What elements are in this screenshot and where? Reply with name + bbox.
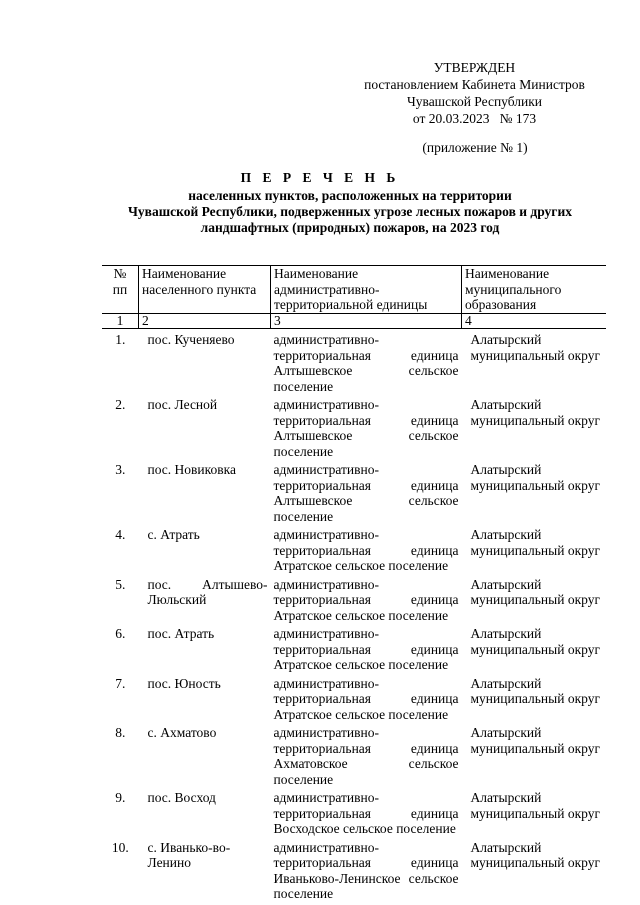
row-number: 6. bbox=[115, 626, 126, 641]
municipality: Алатырский муниципальный округ bbox=[470, 462, 600, 493]
row-number: 7. bbox=[115, 675, 126, 691]
settlement-name: с. Ахматово bbox=[147, 725, 217, 740]
admin-unit: административно-территориальная единица Алтышевское сельское поселение bbox=[273, 397, 459, 459]
admin-unit: административно-территориальная единица Атратское сельское поселение bbox=[273, 675, 459, 722]
header-admin-unit: Наименование административно-территориальной единицы bbox=[271, 266, 462, 314]
municipality: Алатырский муниципальный округ bbox=[470, 332, 600, 363]
subtitle-line-1: населенных пунктов, расположенных на территории bbox=[188, 188, 512, 203]
table-row bbox=[102, 722, 606, 787]
admin-unit: административно-территориальная единица Восходское сельское поселение bbox=[273, 790, 459, 836]
table-row bbox=[102, 394, 606, 459]
column-number: 4 bbox=[462, 314, 606, 329]
row-number: 1. bbox=[115, 332, 126, 347]
settlement-name: с. Иванько-во-Ленино bbox=[147, 839, 231, 870]
settlement-name: с. Атрать bbox=[147, 527, 200, 542]
table-row bbox=[102, 623, 606, 673]
table-row bbox=[102, 524, 606, 574]
table-row bbox=[102, 837, 606, 902]
approval-date-number: от 20.03.2023 № 173 bbox=[412, 111, 537, 126]
admin-unit: административно-территориальная единица Атратское сельское поселение bbox=[273, 527, 459, 573]
municipality: Алатырский муниципальный округ bbox=[470, 576, 600, 607]
document-subtitle bbox=[100, 188, 600, 236]
row-number: 8. bbox=[115, 725, 126, 740]
admin-unit: административно-территориальная единица Иваньково-Ленинское сельское поселение bbox=[273, 839, 459, 901]
settlement-name: пос. Восход bbox=[147, 790, 216, 805]
table-row bbox=[102, 574, 606, 624]
municipality: Алатырский муниципальный округ bbox=[470, 725, 600, 756]
approval-issuer: постановлением Кабинета Министров bbox=[364, 77, 585, 92]
settlement-name: пос. Новиковка bbox=[147, 462, 236, 477]
row-number: 9. bbox=[115, 790, 126, 805]
admin-unit: административно-территориальная единица Алтышевское сельское поселение bbox=[273, 332, 459, 394]
appendix-label: (приложение № 1) bbox=[422, 140, 528, 155]
approval-republic: Чувашской Республики bbox=[406, 94, 543, 109]
municipality: Алатырский муниципальный округ bbox=[470, 527, 600, 558]
municipality: Алатырский муниципальный округ bbox=[470, 397, 600, 428]
admin-unit: административно-территориальная единица Алтышевское сельское поселение bbox=[273, 462, 459, 524]
table-body bbox=[102, 329, 606, 902]
row-number: 3. bbox=[115, 462, 126, 477]
subtitle-line-2: Чувашской Республики, подверженных угрозе лесных пожаров и других bbox=[128, 204, 572, 219]
row-number: 10. bbox=[111, 839, 129, 855]
column-number: 3 bbox=[271, 314, 462, 329]
table-header-row bbox=[102, 266, 606, 314]
table-row bbox=[102, 673, 606, 723]
subtitle-line-3: ландшафтных (природных) пожаров, на 2023 год bbox=[200, 220, 500, 235]
settlement-name: пос. Атрать bbox=[147, 626, 215, 641]
admin-unit: административно-территориальная единица Ахматовское сельское поселение bbox=[273, 725, 459, 787]
municipality: Алатырский муниципальный округ bbox=[470, 675, 600, 706]
table-row bbox=[102, 459, 606, 524]
settlement-name: пос. Лесной bbox=[147, 397, 218, 412]
header-number: № пп bbox=[102, 266, 139, 314]
column-number: 1 bbox=[102, 314, 139, 329]
settlement-name: пос. Юность bbox=[147, 675, 221, 691]
municipality: Алатырский муниципальный округ bbox=[470, 790, 600, 821]
column-number-row bbox=[102, 314, 606, 329]
table-row bbox=[102, 329, 606, 395]
settlements-table bbox=[102, 265, 606, 902]
settlement-name: пос. Алтышево-Люльский bbox=[147, 576, 268, 607]
row-number: 4. bbox=[115, 527, 126, 542]
document-title: П Е Р Е Ч Е Н Ь bbox=[240, 170, 400, 185]
municipality: Алатырский муниципальный округ bbox=[470, 626, 600, 657]
settlement-name: пос. Кученяево bbox=[147, 332, 235, 347]
header-municipality: Наименование муниципального образования bbox=[462, 266, 606, 314]
row-number: 2. bbox=[115, 397, 126, 412]
table-row bbox=[102, 787, 606, 837]
approval-block bbox=[352, 59, 597, 127]
header-settlement: Наименование населенного пункта bbox=[139, 266, 271, 314]
admin-unit: административно-территориальная единица Атратское сельское поселение bbox=[273, 626, 459, 672]
approval-heading: УТВЕРЖДЕН bbox=[433, 60, 516, 75]
admin-unit: административно-территориальная единица Атратское сельское поселение bbox=[273, 576, 459, 623]
row-number: 5. bbox=[115, 576, 126, 592]
column-number: 2 bbox=[139, 314, 271, 329]
municipality: Алатырский муниципальный округ bbox=[470, 839, 600, 870]
